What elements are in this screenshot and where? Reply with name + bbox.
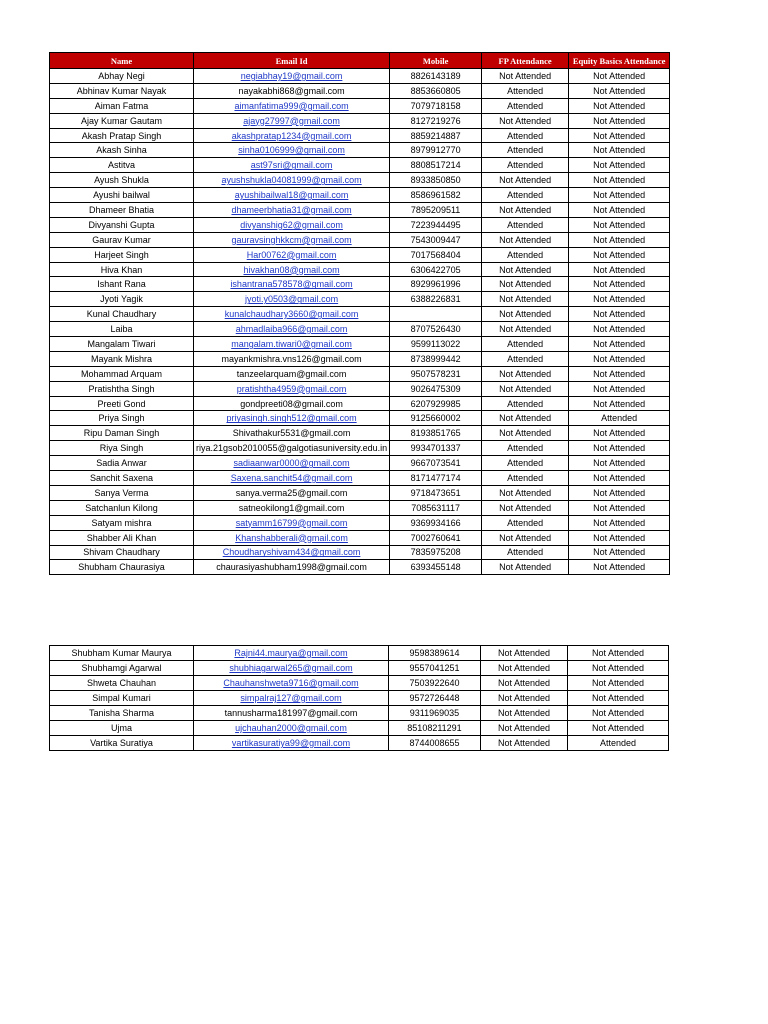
email-cell[interactable] <box>194 661 389 676</box>
fp-attendance-cell: Attended <box>482 441 569 456</box>
email-link[interactable]: mangalam.tiwari0@gmail.com <box>231 338 352 349</box>
mobile-cell: 6306422705 <box>390 262 482 277</box>
email-link[interactable]: vartikasuratiya99@gmail.com <box>231 738 351 748</box>
email-cell[interactable] <box>194 736 389 751</box>
email-link[interactable]: akashpratap1234@gmail.com <box>231 130 352 141</box>
table-row <box>50 277 670 292</box>
equity-attendance-cell: Not Attended <box>569 143 670 158</box>
name-cell: Mangalam Tiwari <box>50 337 194 352</box>
name-cell: Ishant Rana <box>50 277 194 292</box>
email-cell[interactable] <box>194 411 390 426</box>
fp-attendance-cell: Not Attended <box>482 500 569 515</box>
email-cell[interactable] <box>194 471 390 486</box>
email-text: chaurasiyashubham1998@gmail.com <box>216 562 367 573</box>
email-cell[interactable] <box>194 128 390 143</box>
mobile-cell: 8929961996 <box>390 277 482 292</box>
equity-attendance-cell: Not Attended <box>569 471 670 486</box>
mobile-cell: 7002760641 <box>390 530 482 545</box>
equity-attendance-cell: Not Attended <box>569 456 670 471</box>
equity-attendance-cell: Attended <box>568 736 669 751</box>
email-link[interactable]: sadiaanwar0000@gmail.com <box>233 458 350 469</box>
email-cell <box>194 83 390 98</box>
mobile-cell: 6388226831 <box>390 292 482 307</box>
name-cell: Simpal Kumari <box>50 691 194 706</box>
mobile-cell: 8738999442 <box>390 351 482 366</box>
email-cell <box>194 441 390 456</box>
email-cell[interactable] <box>194 292 390 307</box>
mobile-cell: 8193851765 <box>390 426 482 441</box>
fp-attendance-cell: Attended <box>482 188 569 203</box>
email-text: sanya.verma25@gmail.com <box>235 487 348 498</box>
email-cell[interactable] <box>194 217 390 232</box>
mobile-cell: 7085631117 <box>390 500 482 515</box>
table-row <box>50 203 670 218</box>
email-link[interactable]: ujchauhan2000@gmail.com <box>235 723 347 733</box>
email-cell[interactable] <box>194 322 390 337</box>
table-row <box>50 396 670 411</box>
mobile-cell: 7543009447 <box>390 232 482 247</box>
equity-attendance-cell: Not Attended <box>569 277 670 292</box>
fp-attendance-cell: Attended <box>482 471 569 486</box>
equity-attendance-cell: Not Attended <box>569 426 670 441</box>
name-cell: Mayank Mishra <box>50 351 194 366</box>
email-link[interactable]: ayushibailwal18@gmail.com <box>234 190 349 201</box>
name-cell: Abhay Negi <box>50 69 194 84</box>
email-cell <box>194 560 390 575</box>
email-cell[interactable] <box>194 456 390 471</box>
table-row <box>50 661 669 676</box>
fp-attendance-cell: Attended <box>482 545 569 560</box>
name-cell: Ayushi bailwal <box>50 188 194 203</box>
fp-attendance-cell: Not Attended <box>482 426 569 441</box>
fp-attendance-cell: Not Attended <box>482 69 569 84</box>
equity-attendance-cell: Not Attended <box>568 661 669 676</box>
header-equity-attendance: Equity Basics Attendance <box>569 53 670 69</box>
fp-attendance-cell: Attended <box>482 515 569 530</box>
header-email: Email Id <box>194 53 390 69</box>
equity-attendance-cell: Not Attended <box>569 381 670 396</box>
table-row <box>50 232 670 247</box>
email-link[interactable]: shubhiagarwal265@gmail.com <box>229 663 353 673</box>
equity-attendance-cell: Not Attended <box>569 560 670 575</box>
fp-attendance-cell: Attended <box>482 128 569 143</box>
table-row <box>50 471 670 486</box>
attendance-table <box>49 52 670 575</box>
name-cell: Hiva Khan <box>50 262 194 277</box>
email-link[interactable]: Saxena.sanchit54@gmail.com <box>230 472 353 483</box>
email-cell[interactable] <box>194 232 390 247</box>
table-row <box>50 545 670 560</box>
fp-attendance-cell: Not Attended <box>482 381 569 396</box>
mobile-cell: 8933850850 <box>390 173 482 188</box>
equity-attendance-cell: Not Attended <box>569 158 670 173</box>
name-cell: Shubhamgi Agarwal <box>50 661 194 676</box>
name-cell: Riya Singh <box>50 441 194 456</box>
fp-attendance-cell: Not Attended <box>482 173 569 188</box>
mobile-cell: 9598389614 <box>389 646 481 661</box>
table-row <box>50 485 670 500</box>
mobile-cell: 8586961582 <box>390 188 482 203</box>
name-cell: Astitva <box>50 158 194 173</box>
email-text: Shivathakur5531@gmail.com <box>232 428 351 439</box>
equity-attendance-cell: Not Attended <box>569 500 670 515</box>
mobile-cell: 8171477174 <box>390 471 482 486</box>
fp-attendance-cell: Not Attended <box>482 485 569 500</box>
table-row <box>50 292 670 307</box>
table-row <box>50 736 669 751</box>
table-row <box>50 500 670 515</box>
table-row <box>50 560 670 575</box>
fp-attendance-cell: Attended <box>482 143 569 158</box>
table-row <box>50 143 670 158</box>
mobile-cell: 8826143189 <box>390 69 482 84</box>
name-cell: Sanchit Saxena <box>50 471 194 486</box>
email-link[interactable]: pratishtha4959@gmail.com <box>236 383 347 394</box>
fp-attendance-cell: Attended <box>482 456 569 471</box>
mobile-cell: 7017568404 <box>390 247 482 262</box>
table-row <box>50 706 669 721</box>
fp-attendance-cell: Attended <box>482 98 569 113</box>
equity-attendance-cell: Not Attended <box>569 322 670 337</box>
fp-attendance-cell: Not Attended <box>481 661 568 676</box>
mobile-cell: 9572726448 <box>389 691 481 706</box>
equity-attendance-cell: Not Attended <box>569 530 670 545</box>
equity-attendance-cell: Not Attended <box>569 485 670 500</box>
table-row <box>50 366 670 381</box>
mobile-cell: 8853660805 <box>390 83 482 98</box>
table-row <box>50 128 670 143</box>
table-row <box>50 411 670 426</box>
email-link[interactable]: Choudharyshivam434@gmail.com <box>222 547 361 558</box>
email-cell[interactable] <box>194 676 389 691</box>
name-cell: Ayush Shukla <box>50 173 194 188</box>
equity-attendance-cell: Not Attended <box>569 217 670 232</box>
email-cell[interactable] <box>194 337 390 352</box>
attendance-table-continued <box>49 645 669 751</box>
name-cell: Sanya Verma <box>50 485 194 500</box>
email-cell[interactable] <box>194 307 390 322</box>
email-link[interactable]: ajayg27997@gmail.com <box>243 115 340 126</box>
email-link[interactable]: satyamm16799@gmail.com <box>235 517 348 528</box>
name-cell: Gaurav Kumar <box>50 232 194 247</box>
mobile-cell: 7223944495 <box>390 217 482 232</box>
email-cell[interactable] <box>194 262 390 277</box>
equity-attendance-cell: Not Attended <box>568 691 669 706</box>
name-cell: Akash Sinha <box>50 143 194 158</box>
table-row <box>50 351 670 366</box>
equity-attendance-cell: Not Attended <box>569 351 670 366</box>
fp-attendance-cell: Not Attended <box>482 322 569 337</box>
mobile-cell: 9667073541 <box>390 456 482 471</box>
email-text: satneokilong1@gmail.com <box>238 502 345 513</box>
fp-attendance-cell: Not Attended <box>482 262 569 277</box>
mobile-cell <box>390 307 482 322</box>
fp-attendance-cell: Not Attended <box>481 721 568 736</box>
equity-attendance-cell: Not Attended <box>569 307 670 322</box>
mobile-cell: 7079718158 <box>390 98 482 113</box>
equity-attendance-cell: Not Attended <box>569 188 670 203</box>
table-row <box>50 113 670 128</box>
equity-attendance-cell: Not Attended <box>568 721 669 736</box>
name-cell: Ajay Kumar Gautam <box>50 113 194 128</box>
header-name: Name <box>50 53 194 69</box>
fp-attendance-cell: Attended <box>482 83 569 98</box>
email-link[interactable]: jyoti.y0503@gmail.com <box>244 294 339 305</box>
table-row <box>50 646 669 661</box>
equity-attendance-cell: Not Attended <box>569 173 670 188</box>
fp-attendance-cell: Not Attended <box>482 232 569 247</box>
mobile-cell: 9125660002 <box>390 411 482 426</box>
email-cell[interactable] <box>194 515 390 530</box>
email-cell[interactable] <box>194 530 390 545</box>
name-cell: Shivam Chaudhary <box>50 545 194 560</box>
table-row <box>50 322 670 337</box>
equity-attendance-cell: Not Attended <box>568 646 669 661</box>
email-cell[interactable] <box>194 646 389 661</box>
fp-attendance-cell: Not Attended <box>482 560 569 575</box>
fp-attendance-cell: Not Attended <box>482 292 569 307</box>
email-cell[interactable] <box>194 188 390 203</box>
fp-attendance-cell: Not Attended <box>482 113 569 128</box>
header-row <box>50 53 670 69</box>
fp-attendance-cell: Not Attended <box>481 646 568 661</box>
email-link[interactable]: Har00762@gmail.com <box>246 249 337 260</box>
fp-attendance-cell: Attended <box>482 351 569 366</box>
mobile-cell: 9311969035 <box>389 706 481 721</box>
email-text: gondpreeti08@gmail.com <box>240 398 343 409</box>
name-cell: Shabber Ali Khan <box>50 530 194 545</box>
fp-attendance-cell: Not Attended <box>482 366 569 381</box>
email-cell[interactable] <box>194 203 390 218</box>
fp-attendance-cell: Attended <box>482 247 569 262</box>
name-cell: Kunal Chaudhary <box>50 307 194 322</box>
equity-attendance-cell: Not Attended <box>569 366 670 381</box>
table-row <box>50 381 670 396</box>
email-cell <box>194 500 390 515</box>
email-cell[interactable] <box>194 113 390 128</box>
email-cell[interactable] <box>194 381 390 396</box>
table-row <box>50 98 670 113</box>
email-text: riya.21gsob2010055@galgotiasuniversity.edu.in <box>196 443 388 454</box>
table-row <box>50 691 669 706</box>
fp-attendance-cell: Not Attended <box>481 706 568 721</box>
name-cell: Pratishtha Singh <box>50 381 194 396</box>
equity-attendance-cell: Not Attended <box>569 292 670 307</box>
mobile-cell: 7895209511 <box>390 203 482 218</box>
mobile-cell: 9599113022 <box>390 337 482 352</box>
fp-attendance-cell: Not Attended <box>482 277 569 292</box>
mobile-cell: 7835975208 <box>390 545 482 560</box>
email-cell <box>194 396 390 411</box>
email-cell[interactable] <box>194 158 390 173</box>
table-row <box>50 83 670 98</box>
name-cell: Jyoti Yagik <box>50 292 194 307</box>
email-link[interactable]: ayushshukla04081999@gmail.com <box>221 175 362 186</box>
fp-attendance-cell: Not Attended <box>482 307 569 322</box>
email-cell[interactable] <box>194 277 390 292</box>
email-cell <box>194 426 390 441</box>
mobile-cell: 9369934166 <box>390 515 482 530</box>
table-row <box>50 247 670 262</box>
email-cell[interactable] <box>194 721 389 736</box>
name-cell: Vartika Suratiya <box>50 736 194 751</box>
email-text: tannusharma181997@gmail.com <box>224 708 358 718</box>
equity-attendance-cell: Not Attended <box>569 83 670 98</box>
name-cell: Dhameer Bhatia <box>50 203 194 218</box>
name-cell: Akash Pratap Singh <box>50 128 194 143</box>
equity-attendance-cell: Not Attended <box>568 676 669 691</box>
equity-attendance-cell: Not Attended <box>569 262 670 277</box>
table-row <box>50 441 670 456</box>
equity-attendance-cell: Not Attended <box>569 203 670 218</box>
email-link[interactable]: simpalraj127@gmail.com <box>240 693 342 703</box>
mobile-cell: 8744008655 <box>389 736 481 751</box>
name-cell: Abhinav Kumar Nayak <box>50 83 194 98</box>
email-link[interactable]: dhameerbhatia31@gmail.com <box>231 204 352 215</box>
name-cell: Satyam mishra <box>50 515 194 530</box>
table-row <box>50 721 669 736</box>
table-row <box>50 69 670 84</box>
mobile-cell: 6207929985 <box>390 396 482 411</box>
equity-attendance-cell: Not Attended <box>569 232 670 247</box>
mobile-cell: 8127219276 <box>390 113 482 128</box>
email-cell[interactable] <box>194 69 390 84</box>
equity-attendance-cell: Not Attended <box>569 128 670 143</box>
email-cell[interactable] <box>194 98 390 113</box>
email-link[interactable]: divyanshig62@gmail.com <box>240 219 343 230</box>
mobile-cell: 8859214887 <box>390 128 482 143</box>
email-text: mayankmishra.vns126@gmail.com <box>221 353 362 364</box>
mobile-cell: 8979912770 <box>390 143 482 158</box>
name-cell: Shubham Kumar Maurya <box>50 646 194 661</box>
email-cell[interactable] <box>194 143 390 158</box>
name-cell: Ujma <box>50 721 194 736</box>
fp-attendance-cell: Not Attended <box>482 203 569 218</box>
name-cell: Laiba <box>50 322 194 337</box>
table-row <box>50 426 670 441</box>
email-link[interactable]: hivakhan08@gmail.com <box>243 264 340 275</box>
mobile-cell: 6393455148 <box>390 560 482 575</box>
fp-attendance-cell: Not Attended <box>481 736 568 751</box>
table-row <box>50 337 670 352</box>
table-row <box>50 456 670 471</box>
fp-attendance-cell: Not Attended <box>481 691 568 706</box>
fp-attendance-cell: Attended <box>482 217 569 232</box>
email-link[interactable]: Khanshabberali@gmail.com <box>235 532 348 543</box>
fp-attendance-cell: Not Attended <box>481 676 568 691</box>
email-cell[interactable] <box>194 545 390 560</box>
table-row <box>50 515 670 530</box>
table-row <box>50 307 670 322</box>
name-cell: Shweta Chauhan <box>50 676 194 691</box>
email-cell <box>194 366 390 381</box>
email-link[interactable]: ishantrana578578@gmail.com <box>230 279 353 290</box>
email-cell <box>194 706 389 721</box>
equity-attendance-cell: Not Attended <box>569 98 670 113</box>
email-link[interactable]: Chauhanshweta9716@gmail.com <box>223 678 359 688</box>
equity-attendance-cell: Not Attended <box>569 247 670 262</box>
name-cell: Mohammad Arquam <box>50 366 194 381</box>
fp-attendance-cell: Not Attended <box>482 411 569 426</box>
mobile-cell: 8808517214 <box>390 158 482 173</box>
name-cell: Ripu Daman Singh <box>50 426 194 441</box>
name-cell: Preeti Gond <box>50 396 194 411</box>
email-text: tanzeelarquam@gmail.com <box>236 368 347 379</box>
mobile-cell: 9718473651 <box>390 485 482 500</box>
email-cell[interactable] <box>194 691 389 706</box>
email-link[interactable]: ahmadlaiba966@gmail.com <box>235 324 348 335</box>
email-cell[interactable] <box>194 247 390 262</box>
mobile-cell: 9507578231 <box>390 366 482 381</box>
header-fp-attendance: FP Attendance <box>482 53 569 69</box>
table-row <box>50 262 670 277</box>
email-link[interactable]: aimanfatima999@gmail.com <box>234 100 349 111</box>
name-cell: Tanisha Sharma <box>50 706 194 721</box>
fp-attendance-cell: Attended <box>482 396 569 411</box>
email-link[interactable]: priyasingh.singh512@gmail.com <box>226 413 357 424</box>
name-cell: Aiman Fatma <box>50 98 194 113</box>
email-link[interactable]: kunalchaudhary3660@gmail.com <box>224 309 359 320</box>
email-text: nayakabhi868@gmail.com <box>238 85 345 96</box>
email-link[interactable]: gauravsinghkkcm@gmail.com <box>231 234 352 245</box>
email-link[interactable]: Rajni44.maurya@gmail.com <box>234 648 348 658</box>
header-mobile: Mobile <box>390 53 482 69</box>
name-cell: Satchanlun Kilong <box>50 500 194 515</box>
table-row <box>50 188 670 203</box>
name-cell: Priya Singh <box>50 411 194 426</box>
equity-attendance-cell: Not Attended <box>569 69 670 84</box>
mobile-cell: 9557041251 <box>389 661 481 676</box>
mobile-cell: 8707526430 <box>390 322 482 337</box>
equity-attendance-cell: Not Attended <box>568 706 669 721</box>
name-cell: Divyanshi Gupta <box>50 217 194 232</box>
email-cell <box>194 485 390 500</box>
table-row <box>50 158 670 173</box>
equity-attendance-cell: Not Attended <box>569 441 670 456</box>
table-row <box>50 217 670 232</box>
name-cell: Harjeet Singh <box>50 247 194 262</box>
equity-attendance-cell: Attended <box>569 411 670 426</box>
table-row <box>50 173 670 188</box>
email-cell <box>194 351 390 366</box>
equity-attendance-cell: Not Attended <box>569 113 670 128</box>
mobile-cell: 9026475309 <box>390 381 482 396</box>
fp-attendance-cell: Attended <box>482 158 569 173</box>
email-link[interactable]: sinha0106999@gmail.com <box>238 145 345 156</box>
name-cell: Sadia Anwar <box>50 456 194 471</box>
equity-attendance-cell: Not Attended <box>569 515 670 530</box>
email-link[interactable]: ast97sri@gmail.com <box>250 160 333 171</box>
mobile-cell: 85108211291 <box>389 721 481 736</box>
table-row <box>50 530 670 545</box>
equity-attendance-cell: Not Attended <box>569 545 670 560</box>
email-cell[interactable] <box>194 173 390 188</box>
mobile-cell: 7503922640 <box>389 676 481 691</box>
table-row <box>50 676 669 691</box>
mobile-cell: 9934701337 <box>390 441 482 456</box>
equity-attendance-cell: Not Attended <box>569 337 670 352</box>
equity-attendance-cell: Not Attended <box>569 396 670 411</box>
fp-attendance-cell: Not Attended <box>482 530 569 545</box>
fp-attendance-cell: Attended <box>482 337 569 352</box>
name-cell: Shubham Chaurasiya <box>50 560 194 575</box>
email-link[interactable]: negiabhay19@gmail.com <box>240 70 343 81</box>
